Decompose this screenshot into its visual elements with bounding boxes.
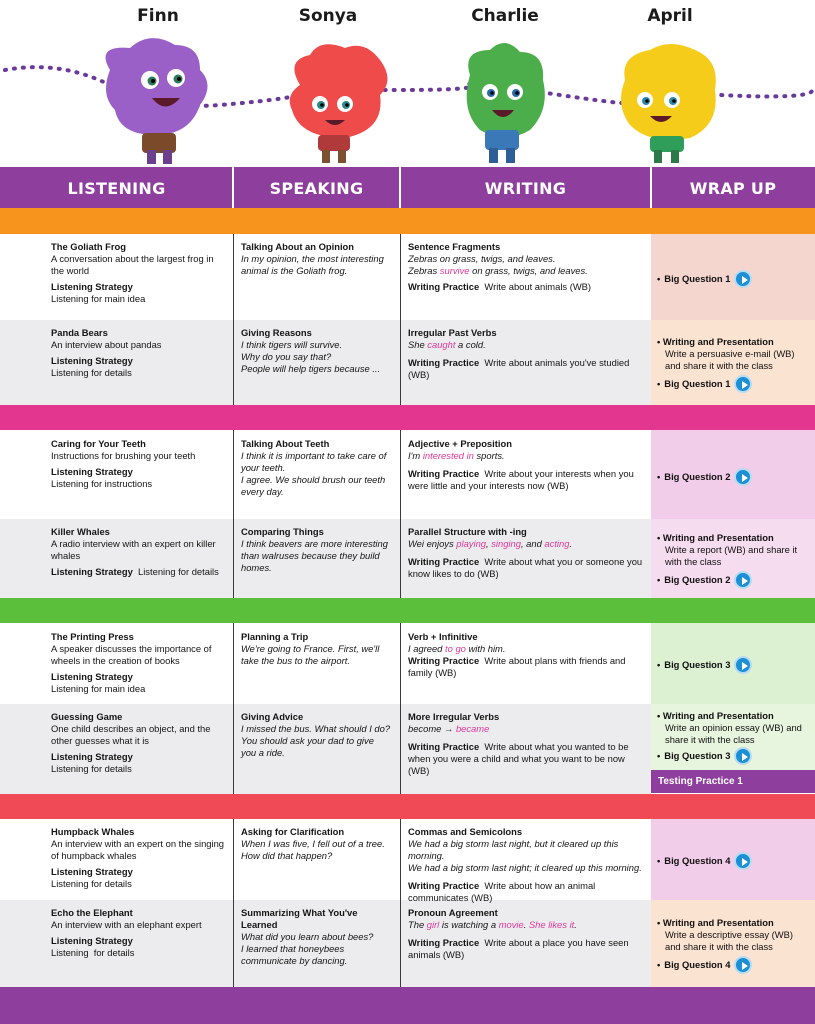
lesson-description: An interview about pandas bbox=[51, 339, 162, 350]
lesson-description: One child describes an object, and the other guesses what it is bbox=[51, 723, 211, 746]
strategy-text: Listening for details bbox=[138, 566, 219, 577]
lesson-title: Adjective + Preposition bbox=[408, 438, 512, 449]
writing-presentation-label: • Writing and Presentation bbox=[657, 710, 774, 721]
lesson-description: A conversation about the largest frog in the world bbox=[51, 253, 214, 276]
column-header-writing: WRITING bbox=[484, 179, 567, 198]
strategy-text: Listening for details bbox=[51, 763, 132, 774]
play-icon[interactable] bbox=[734, 571, 752, 589]
strategy-label: Listening Strategy bbox=[51, 866, 133, 877]
practice-text: Write about a place you have seen animals (WB) bbox=[408, 937, 629, 960]
writing-cell bbox=[408, 711, 644, 777]
listening-cell bbox=[51, 438, 229, 490]
strategy-text: Listening for details bbox=[51, 947, 135, 958]
speaking-cell bbox=[241, 907, 396, 967]
lesson-title: More Irregular Verbs bbox=[408, 711, 500, 722]
writing-presentation-label: • Writing and Presentation bbox=[657, 532, 774, 543]
example-line: Zebras on grass, twigs, and leaves. bbox=[408, 253, 556, 264]
practice-label: Writing Practice bbox=[408, 937, 480, 948]
lesson-title: Planning a Trip bbox=[241, 631, 309, 642]
grid-line bbox=[233, 234, 234, 405]
wrap-cell bbox=[657, 468, 811, 486]
wrap-cell bbox=[657, 532, 811, 589]
lesson-title: Comparing Things bbox=[241, 526, 324, 537]
wrap-cell bbox=[657, 656, 811, 674]
play-icon[interactable] bbox=[734, 656, 752, 674]
unit-band-4 bbox=[0, 794, 815, 819]
lesson-title: Humpback Whales bbox=[51, 826, 135, 837]
strategy-label: Listening Strategy bbox=[51, 671, 133, 682]
example-line: How did that happen? bbox=[241, 850, 333, 861]
strategy-text: Listening for details bbox=[51, 367, 132, 378]
lesson-title: Giving Reasons bbox=[241, 327, 312, 338]
big-question-link[interactable]: • Big Question 3 bbox=[657, 656, 811, 674]
testing-practice-link[interactable]: Testing Practice 1 bbox=[651, 770, 815, 793]
listening-cell bbox=[51, 631, 229, 695]
example-line: I learned that honeybees communicate by dancing. bbox=[241, 943, 348, 966]
example-line: People will help tigers because ... bbox=[241, 363, 381, 374]
strategy-label: Listening Strategy bbox=[51, 466, 133, 477]
practice-label: Writing Practice bbox=[408, 655, 480, 666]
example-line: In my opinion, the most interesting animal is the Goliath frog. bbox=[241, 253, 384, 276]
strategy-label: Listening Strategy bbox=[51, 566, 133, 577]
strategy-text: Listening for main idea bbox=[51, 683, 146, 694]
lesson-title: Irregular Past Verbs bbox=[408, 327, 497, 338]
strategy-text: Listening for main idea bbox=[51, 293, 146, 304]
big-question-link[interactable]: • Big Question 1 bbox=[657, 375, 811, 393]
charlie-character bbox=[467, 43, 545, 163]
practice-text: Write about your interests when you were little and your interests now (WB) bbox=[408, 468, 634, 491]
writing-presentation-label: • Writing and Presentation bbox=[657, 917, 774, 928]
writing-cell bbox=[408, 327, 644, 381]
example-line: You should ask your dad to give you a ride. bbox=[241, 735, 374, 758]
lesson-title: Talking About an Opinion bbox=[241, 241, 355, 252]
writing-cell bbox=[408, 438, 644, 492]
grid-line bbox=[233, 819, 234, 987]
unit-band-3 bbox=[0, 598, 815, 623]
grid-line bbox=[400, 623, 401, 794]
listening-cell bbox=[51, 526, 229, 578]
listening-cell bbox=[51, 826, 231, 890]
practice-label: Writing Practice bbox=[408, 357, 480, 368]
practice-text: Write about animals (WB) bbox=[484, 281, 592, 292]
finn-character bbox=[106, 38, 208, 164]
play-icon[interactable] bbox=[734, 375, 752, 393]
character-name-charlie: Charlie bbox=[471, 6, 539, 26]
lesson-description: A speaker discusses the importance of wheels in the creation of books bbox=[51, 643, 212, 666]
example-line: I agree. We should brush our teeth every day. bbox=[241, 474, 386, 497]
example-line: I think tigers will survive. bbox=[241, 339, 343, 350]
speaking-cell bbox=[241, 711, 391, 759]
lesson-title: Asking for Clarification bbox=[241, 826, 345, 837]
strategy-label: Listening Strategy bbox=[51, 281, 133, 292]
play-icon[interactable] bbox=[734, 852, 752, 870]
lesson-title: Killer Whales bbox=[51, 526, 110, 537]
strategy-text: Listening for instructions bbox=[51, 478, 153, 489]
wrap-cell bbox=[657, 270, 811, 288]
practice-text: Write about plans with friends and family (WB) bbox=[408, 655, 626, 678]
speaking-cell bbox=[241, 826, 393, 862]
unit-band-2 bbox=[0, 405, 815, 430]
strategy-label: Listening Strategy bbox=[51, 751, 133, 762]
lesson-description: Instructions for brushing your teeth bbox=[51, 450, 196, 461]
speaking-cell bbox=[241, 438, 391, 498]
wrap-cell bbox=[657, 336, 811, 393]
lesson-description: An interview with an expert on the singing of humpback whales bbox=[51, 838, 225, 861]
play-icon[interactable] bbox=[734, 747, 752, 765]
wrap-cell bbox=[657, 917, 811, 974]
example-line: I think beavers are more interesting than walruses because they build homes. bbox=[241, 538, 388, 573]
writing-cell bbox=[408, 631, 644, 679]
example-line: Wei enjoys playing, singing, and acting. bbox=[408, 538, 573, 549]
big-question-link[interactable]: • Big Question 1 bbox=[657, 270, 811, 288]
grid-line bbox=[400, 234, 401, 405]
writing-presentation-text: Write a descriptive essay (WB) and share it with the class bbox=[665, 929, 793, 952]
practice-label: Writing Practice bbox=[408, 556, 480, 567]
speaking-cell bbox=[241, 241, 391, 277]
example-line: She caught a cold. bbox=[408, 339, 486, 350]
listening-cell bbox=[51, 711, 229, 775]
column-header-wrap-up: WRAP UP bbox=[689, 179, 777, 198]
example-line: I think it is important to take care of your teeth. bbox=[241, 450, 387, 473]
strategy-text: Listening for details bbox=[51, 878, 132, 889]
example-line: Why do you say that? bbox=[241, 351, 332, 362]
example-line: I agreed to go with him. bbox=[408, 643, 506, 654]
practice-text: Write about how an animal communicates (WB) bbox=[408, 880, 596, 903]
example-line: We had a big storm last night, but it cleared up this morning. bbox=[408, 838, 619, 861]
example-line: The girl is watching a movie. She likes it. bbox=[408, 919, 577, 930]
character-name-sonya: Sonya bbox=[298, 6, 358, 26]
example-line: When I was five, I fell out of a tree. bbox=[241, 838, 385, 849]
speaking-cell bbox=[241, 526, 391, 574]
lesson-title: Summarizing What You've Learned bbox=[241, 907, 358, 930]
example-line: We had a big storm last night; it cleared up this morning. bbox=[408, 862, 642, 873]
sonya-character bbox=[290, 44, 388, 163]
lesson-title: Pronoun Agreement bbox=[408, 907, 498, 918]
example-line: What did you learn about bees? bbox=[241, 931, 374, 942]
practice-label: Writing Practice bbox=[408, 741, 480, 752]
big-question-link[interactable]: • Big Question 2 bbox=[657, 468, 811, 486]
writing-cell bbox=[408, 241, 644, 293]
lesson-title: Commas and Semicolons bbox=[408, 826, 523, 837]
writing-cell bbox=[408, 907, 644, 961]
speaking-cell bbox=[241, 327, 391, 375]
writing-presentation-text: Write an opinion essay (WB) and share it with the class bbox=[665, 722, 802, 745]
grid-line bbox=[400, 430, 401, 598]
april-character bbox=[621, 44, 716, 163]
lesson-title: The Printing Press bbox=[51, 631, 134, 642]
example-line: I'm interested in sports. bbox=[408, 450, 505, 461]
example-line: become → became bbox=[408, 723, 490, 734]
grid-line bbox=[233, 430, 234, 598]
play-icon[interactable] bbox=[734, 468, 752, 486]
column-header-speaking: SPEAKING bbox=[269, 179, 364, 198]
lesson-title: Panda Bears bbox=[51, 327, 108, 338]
big-question-link[interactable]: • Big Question 4 bbox=[657, 852, 811, 870]
lesson-description: A radio interview with an expert on killer whales bbox=[51, 538, 216, 561]
column-header-listening: LISTENING bbox=[67, 179, 166, 198]
writing-presentation-label: • Writing and Presentation bbox=[657, 336, 774, 347]
footer-band bbox=[0, 987, 815, 1024]
column-divider bbox=[232, 167, 234, 208]
lesson-description: An interview with an elephant expert bbox=[51, 919, 202, 930]
grid-line bbox=[233, 623, 234, 794]
big-question-link[interactable]: • Big Question 4 bbox=[657, 956, 811, 974]
lesson-title: Echo the Elephant bbox=[51, 907, 133, 918]
example-line: We're going to France. First, we'll take the bus to the airport. bbox=[241, 643, 380, 666]
practice-label: Writing Practice bbox=[408, 880, 480, 891]
listening-cell bbox=[51, 241, 229, 305]
character-name-finn: Finn bbox=[137, 6, 179, 26]
column-divider bbox=[399, 167, 401, 208]
practice-text: Write about animals you've studied (WB) bbox=[408, 357, 630, 380]
listening-cell bbox=[51, 907, 229, 959]
wrap-cell bbox=[657, 710, 811, 765]
unit-band-1 bbox=[0, 208, 815, 234]
lesson-title: Guessing Game bbox=[51, 711, 123, 722]
play-icon[interactable] bbox=[734, 270, 752, 288]
character-header bbox=[0, 0, 815, 167]
writing-cell bbox=[408, 526, 648, 580]
lesson-title: Talking About Teeth bbox=[241, 438, 330, 449]
example-line: Zebras survive on grass, twigs, and leaves. bbox=[408, 265, 588, 276]
speaking-cell bbox=[241, 631, 393, 667]
character-name-april: April bbox=[647, 6, 693, 26]
big-question-link[interactable]: • Big Question 2 bbox=[657, 571, 811, 589]
lesson-title: Sentence Fragments bbox=[408, 241, 501, 252]
writing-cell bbox=[408, 826, 648, 904]
wrap-cell bbox=[657, 852, 811, 870]
column-divider bbox=[650, 167, 652, 208]
strategy-label: Listening Strategy bbox=[51, 355, 133, 366]
practice-text: Write about what you wanted to be when you were a child and what you want to be now (WB) bbox=[408, 741, 629, 776]
big-question-link[interactable]: • Big Question 3 bbox=[657, 747, 811, 765]
practice-label: Writing Practice bbox=[408, 468, 480, 479]
practice-text: Write about what you or someone you know likes to do (WB) bbox=[408, 556, 643, 579]
lesson-title: Parallel Structure with -ing bbox=[408, 526, 527, 537]
lesson-title: The Goliath Frog bbox=[51, 241, 126, 252]
lesson-title: Caring for Your Teeth bbox=[51, 438, 146, 449]
writing-presentation-text: Write a persuasive e-mail (WB) and share it with the class bbox=[665, 348, 795, 371]
grid-line bbox=[400, 819, 401, 987]
play-icon[interactable] bbox=[734, 956, 752, 974]
listening-cell bbox=[51, 327, 229, 379]
strategy-label: Listening Strategy bbox=[51, 935, 133, 946]
lesson-title: Giving Advice bbox=[241, 711, 304, 722]
example-line: I missed the bus. What should I do? bbox=[241, 723, 391, 734]
writing-presentation-text: Write a report (WB) and share it with the class bbox=[665, 544, 798, 567]
lesson-title: Verb + Infinitive bbox=[408, 631, 478, 642]
practice-label: Writing Practice bbox=[408, 281, 480, 292]
